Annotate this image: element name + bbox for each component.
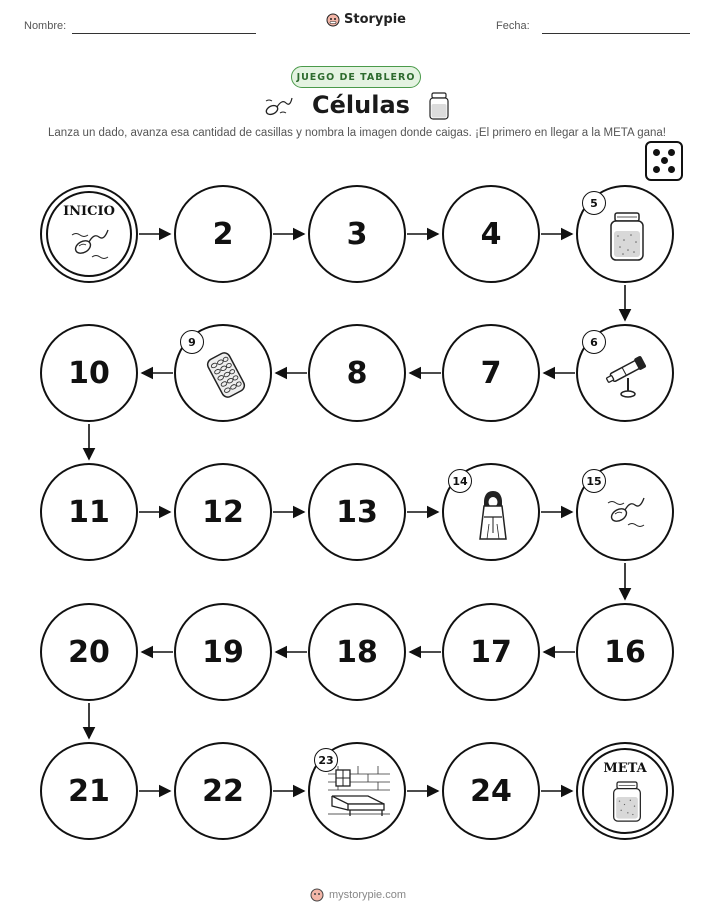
board-cell: 4	[442, 185, 540, 283]
board-cell: 21	[40, 742, 138, 840]
footer	[310, 888, 406, 902]
cell-number-badge: 5	[582, 191, 606, 215]
cell-number-badge: 23	[314, 748, 338, 772]
board-cell: 19	[174, 603, 272, 701]
board-cell: 8	[308, 324, 406, 422]
cell-number-badge: 15	[582, 469, 606, 493]
board-cell-start	[40, 185, 138, 283]
jar-icon	[612, 780, 642, 824]
sperm-cell-icon	[606, 493, 648, 531]
sperm-cell-icon	[70, 225, 112, 263]
board-cell: 10	[40, 324, 138, 422]
title-text: Células	[312, 91, 410, 119]
footer-url[interactable]: mystorypie.com	[329, 889, 407, 901]
board-cell: 12	[174, 463, 272, 561]
date-label: Fecha:	[496, 20, 530, 32]
cell-number-badge: 6	[582, 330, 606, 354]
storypie-mascot-icon	[310, 888, 324, 902]
board-cell: 3	[308, 185, 406, 283]
jar-icon	[609, 212, 645, 262]
monk-icon	[478, 489, 508, 543]
brand-name: Storypie	[344, 12, 406, 27]
cell-number-badge: 14	[448, 469, 472, 493]
board-cell-finish	[576, 742, 674, 840]
board-cell: 2	[174, 185, 272, 283]
finish-label: META	[603, 761, 647, 776]
telescope-icon	[604, 352, 652, 400]
cork-cells-icon	[204, 352, 248, 398]
start-label: INICIO	[63, 204, 115, 219]
board-cell: 22	[174, 742, 272, 840]
board-cell: 16	[576, 603, 674, 701]
board-cell: 24	[442, 742, 540, 840]
name-label: Nombre:	[24, 20, 67, 32]
game-type-badge: JUEGO DE TABLERO	[291, 66, 421, 88]
board-cell: 11	[40, 463, 138, 561]
instructions: Lanza un dado, avanza esa cantidad de casillas y nombra la imagen donde caigas. ¡El primero en llegar a la META gana!	[48, 127, 666, 139]
board-cell: 7	[442, 324, 540, 422]
board-cell: 17	[442, 603, 540, 701]
board-cell: 20	[40, 603, 138, 701]
board-cell: 18	[308, 603, 406, 701]
monastery-cell-room-icon	[328, 766, 390, 820]
cell-number-badge: 9	[180, 330, 204, 354]
board-cell: 13	[308, 463, 406, 561]
